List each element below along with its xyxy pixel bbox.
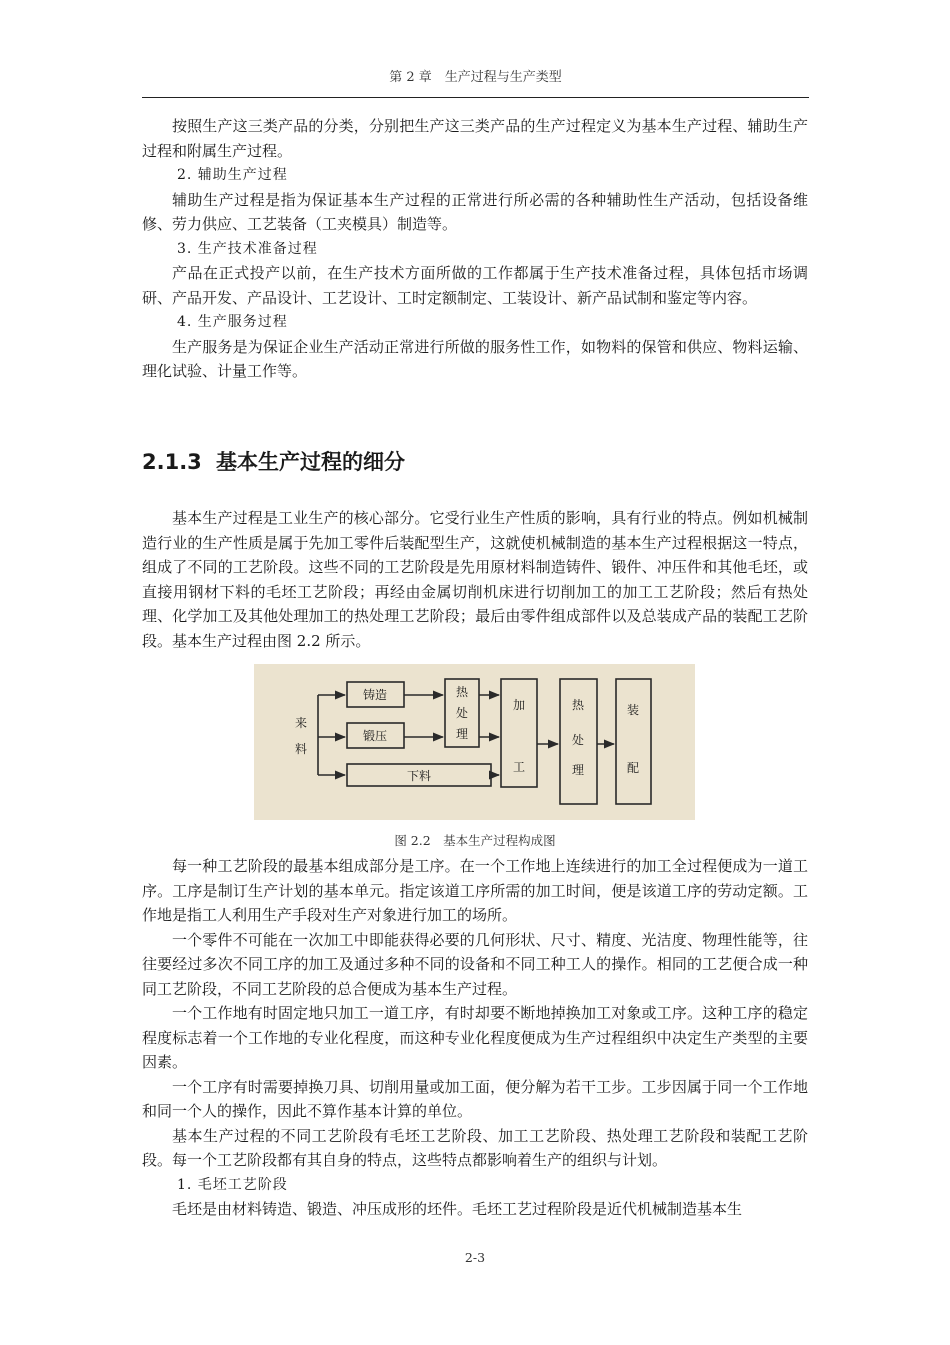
subheading-auxiliary: 2. 辅助生产过程 (177, 167, 288, 183)
label-assembly: 配 (626, 761, 640, 775)
section-number: 2.1.3 (142, 450, 202, 474)
label-machining: 工 (512, 760, 526, 774)
label-material: 料 (294, 742, 308, 756)
subheading-tech-prep: 3. 生产技术准备过程 (177, 240, 318, 257)
page-number: 2-3 (464, 1250, 486, 1265)
paragraph: 一个零件不可能在一次加工中即能获得必要的几何形状、尺寸、精度、光洁度、物理性能等，往往要经过多次不同工序的加工及通过多种不同的设备和不同工种工人的操作。相同的工艺便合成一种同工艺阶段，不同工艺阶段的总合便成为基本生产过程。 (142, 930, 808, 998)
label-heat-2: 热 (571, 698, 585, 712)
label-casting: 铸造 (362, 688, 388, 702)
figure-caption: 图 2.2 基本生产过程构成图 (394, 833, 556, 848)
label-heat-1: 理 (455, 727, 469, 741)
label-forging: 锻压 (362, 729, 388, 743)
label-assembly: 装 (626, 703, 640, 717)
paragraph: 一个工序有时需要掉换刀具、切削用量或加工面，便分解为若干工步。工步因属于同一个工作地和同一个人的操作，因此不算作基本计算的单位。 (142, 1077, 808, 1120)
paragraph: 辅助生产过程是指为保证基本生产过程的正常进行所必需的各种辅助性生产活动，包括设备维修、劳力供应、工艺装备（工夹模具）制造等。 (142, 190, 808, 233)
paragraph: 基本生产过程的不同工艺阶段有毛坯工艺阶段、加工工艺阶段、热处理工艺阶段和装配工艺阶段。每一个工艺阶段都有其自身的特点，这些特点都影响着生产的组织与计划。 (142, 1126, 808, 1169)
paragraph: 生产服务是为保证企业生产活动正常进行所做的服务性工作，如物料的保管和供应、物料运输、理化试验、计量工作等。 (142, 337, 808, 380)
paragraph: 产品在正式投产以前，在生产技术方面所做的工作都属于生产技术准备过程，具体包括市场调研、产品开发、产品设计、工艺设计、工时定额制定、工装设计、新产品试制和鉴定等内容。 (142, 264, 808, 307)
paragraph: 毛坯是由材料铸造、锻造、冲压成形的坯件。毛坯工艺过程阶段是近代机械制造基本生 (172, 1200, 743, 1218)
running-header: 第 2 章 生产过程与生产类型 (389, 70, 562, 85)
top-section (142, 114, 808, 384)
subheading-service: 4. 生产服务过程 (177, 314, 288, 330)
paragraph: 一个工作地有时固定地只加工一道工序，有时却要不断地掉换加工对象或工序。这种工序的稳定程度标志着一个工作地的专业化程度，而这种专业化程度便成为生产过程组织中决定生产类型的主要因素。 (142, 1004, 808, 1071)
label-machining: 加 (512, 698, 526, 712)
process-diagram-svg (254, 664, 695, 820)
label-heat-2: 处 (571, 733, 585, 747)
label-heat-1: 热 (455, 685, 469, 699)
paragraph: 按照生产这三类产品的分类，分别把生产这三类产品的生产过程定义为基本生产过程、辅助生产过程和附属生产过程。 (142, 117, 808, 160)
box-assembly (616, 679, 651, 804)
section-title-text: 基本生产过程的细分 (216, 450, 405, 474)
paragraph: 每一种工艺阶段的最基本组成部分是工序。在一个工作地上连续进行的加工全过程便成为一道工序。工序是制订生产计划的基本单元。指定该道工序所需的加工时间，便是该道工序的劳动定额。工作地是指工人利用生产手段对生产对象进行加工的场所。 (142, 857, 808, 924)
header-rule (142, 97, 809, 98)
label-cutting: 下料 (406, 769, 432, 783)
label-material: 来 (294, 716, 308, 730)
process-diagram (254, 664, 695, 820)
intro-section (142, 506, 808, 653)
body-section (142, 854, 808, 1222)
label-heat-2: 理 (571, 763, 585, 777)
subheading-blank-stage: 1. 毛坯工艺阶段 (177, 1176, 288, 1193)
section-title (142, 446, 405, 476)
paragraph: 基本生产过程是工业生产的核心部分。它受行业生产性质的影响，具有行业的特点。例如机械制造行业的生产性质是属于先加工零件后装配型生产，这就使机械制造的基本生产过程根据这一特点，组成了不同的工艺阶段。这些不同的工艺阶段是先用原材料制造铸件、锻件、冲压件和其他毛坯，或直接用钢材下料的毛坯工艺阶段；再经由金属切削机床进行切削加工的加工工艺阶段；然后有热处理、化学加工及其他处理加工的热处理工艺阶段；最后由零件组成部件以及总装成产品的装配工艺阶段。基本生产过程由图 2.2 所示。 (142, 509, 808, 650)
label-heat-1: 处 (455, 706, 469, 720)
